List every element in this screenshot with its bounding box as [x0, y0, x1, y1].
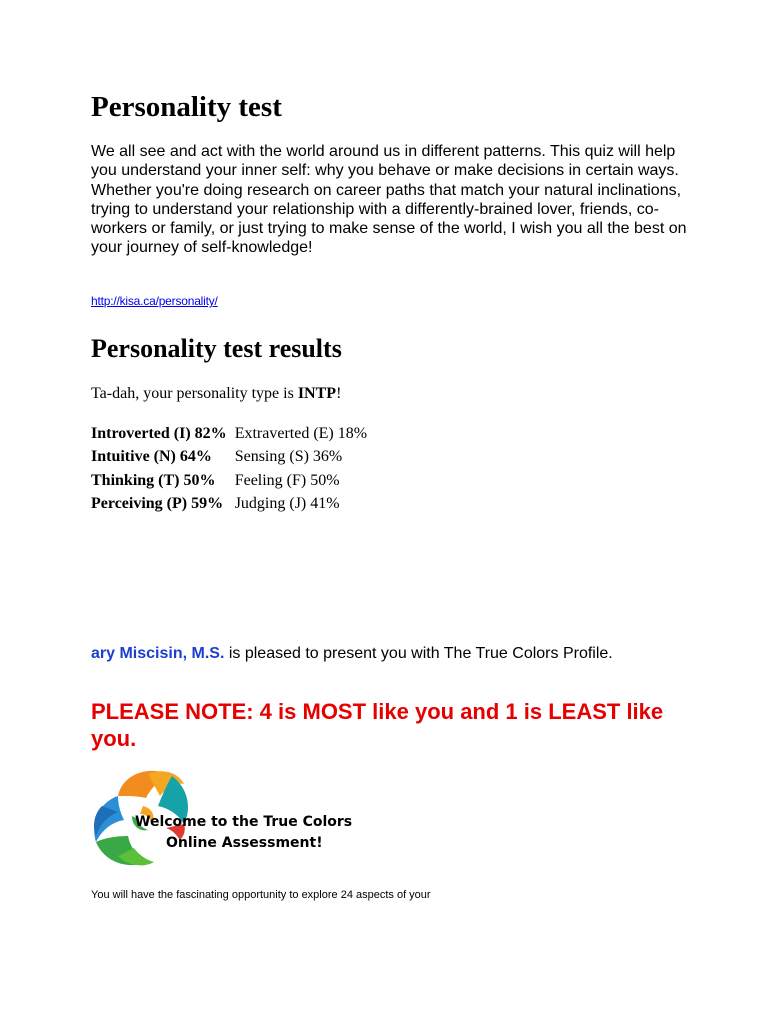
please-note: PLEASE NOTE: 4 is MOST like you and 1 is LEAST like you.: [91, 699, 664, 751]
other-score: Judging (J) 41%: [234, 495, 340, 513]
personality-link[interactable]: http://kisa.ca/personality/: [91, 294, 218, 308]
other-score: Extraverted (E) 18%: [234, 424, 368, 442]
page-title: Personality test: [91, 91, 282, 123]
other-score: Sensing (S) 36%: [234, 448, 343, 466]
personality-type: INTP: [297, 385, 337, 402]
presenter-line: [91, 644, 613, 664]
logo-line-2: Online Assessment!: [166, 835, 323, 851]
logo-text: [135, 812, 353, 854]
type-prefix: Ta-dah, your personality type is: [91, 385, 298, 402]
dominant-score: Introverted (I) 82%: [91, 424, 227, 442]
score-row: [89, 469, 369, 493]
score-row: [89, 493, 369, 517]
score-row: [89, 422, 369, 446]
scores-table: [89, 422, 369, 516]
results-heading: Personality test results: [91, 334, 342, 363]
footer-text: You will have the fascinating opportunity to explore 24 aspects of your: [91, 889, 431, 901]
other-score: Feeling (F) 50%: [234, 471, 340, 489]
dominant-score: Thinking (T) 50%: [91, 471, 216, 489]
type-suffix: !: [336, 385, 342, 402]
logo-line-1: Welcome to the True Colors: [135, 814, 353, 830]
score-row: [89, 446, 369, 470]
presenter-name: ary Miscisin, M.S.: [91, 645, 225, 662]
dominant-score: Perceiving (P) 59%: [91, 495, 224, 513]
intro-paragraph: We all see and act with the world around us in different patterns. This quiz will help you understand your inner self: why you behave or make decisions in certain ways. Whether you're doing research on career paths that match your natural inclinations, trying to understand your relationship with a differently-brained lover, friends, co-workers or family, or just trying to make sense of the world, I wish you all the best on your journey of self-knowledge!: [91, 143, 687, 257]
true-colors-logo: [88, 766, 378, 870]
presenter-text: is pleased to present you with The True Colors Profile.: [224, 645, 613, 662]
dominant-score: Intuitive (N) 64%: [91, 448, 212, 466]
personality-type-line: [91, 384, 341, 404]
